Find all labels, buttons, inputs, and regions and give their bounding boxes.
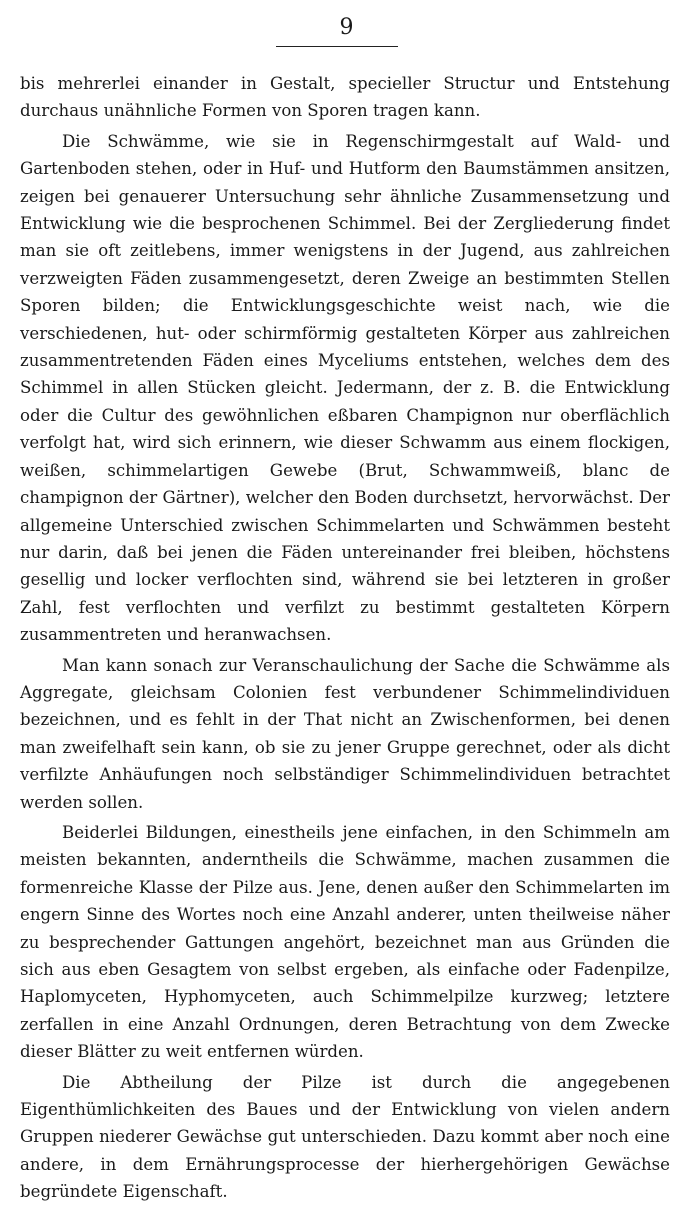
paragraph-2: Die Schwämme, wie sie in Regenschirmgestalt auf Wald- und Gartenboden stehen, oder in Huf- und Hutform den Baumstämmen ansitzen, zeigen bei genauerer Untersuchung sehr ähnliche Zusammensetzung und Entwicklung wie die besprochenen Schimmel. Bei der Zergliederung findet man sie oft zeitlebens, immer wenigstens in der Jugend, aus zahlreichen verzweigten Fäden zusammengesetzt, deren Zweige an bestimmten Stellen Sporen bilden; die Entwicklungsgeschichte weist nach, wie die verschiedenen, hut- oder schirmförmig gestalteten Körper aus zahlreichen zusammentretenden Fäden eines Myceliums entstehen, welches dem des Schimmel in allen Stücken gleicht. Jedermann, der z. B. die Entwicklung oder die Cultur des gewöhnlichen eßbaren Champignon nur oberflächlich verfolgt hat, wird sich erinnern, wie dieser Schwamm aus einem flockigen, weißen, schimmelartigen Gewebe (Brut, Schwammweiß, blanc de champignon der Gärtner), welcher den Boden durchsetzt, hervorwächst. Der allgemeine Unterschied zwischen Schimmelarten und Schwämmen besteht nur darin, daß bei jenen die Fäden untereinander frei bleiben, höchstens gesellig und locker verflochten sind, während sie bei letzteren in großer Zahl, fest verflochten und verfilzt zu bestimmt gestalteten Körpern zusammentreten und heranwachsen. — [20, 131, 670, 645]
body-text — [20, 70, 670, 1209]
page-number: 9 — [339, 15, 354, 40]
header-rule — [276, 46, 398, 47]
paragraph-5: Die Abtheilung der Pilze ist durch die angegebenen Eigenthümlichkeiten des Baues und der Entwicklung von vielen andern Gruppen niederer Gewächse gut unterschieden. Dazu kommt aber noch eine andere, in dem Ernährungsprocesse der hierhergehörigen Gewächse begründete Eigenschaft. — [20, 1072, 670, 1202]
paragraph-3: Man kann sonach zur Veranschaulichung der Sache die Schwämme als Aggregate, gleichsam Colonien fest verbundener Schimmelindividuen bezeichnen, und es fehlt in der That nicht an Zwischenformen, bei denen man zweifelhaft sein kann, ob sie zu jener Gruppe gerechnet, oder als dicht verfilzte Anhäufungen noch selbständiger Schimmelindividuen betrachtet werden sollen. — [20, 655, 670, 812]
paragraph-4: Beiderlei Bildungen, einestheils jene einfachen, in den Schimmeln am meisten bekannten, anderntheils die Schwämme, machen zusammen die formenreiche Klasse der Pilze aus. Jene, denen außer den Schimmelarten im engern Sinne des Wortes noch eine Anzahl anderer, unten theilweise näher zu besprechender Gattungen angehört, bezeichnet man aus Gründen die sich aus eben Gesagtem von selbst ergeben, als einfache oder Fadenpilze, Haplomyceten, Hyphomyceten, auch Schimmelpilze kurzweg; letztere zerfallen in eine Anzahl Ordnungen, deren Betrachtung von dem Zwecke dieser Blätter zu weit entfernen würden. — [20, 822, 670, 1062]
paragraph-1: bis mehrerlei einander in Gestalt, specieller Structur und Entstehung durchaus unähnliche Formen von Sporen tragen kann. — [20, 74, 670, 121]
